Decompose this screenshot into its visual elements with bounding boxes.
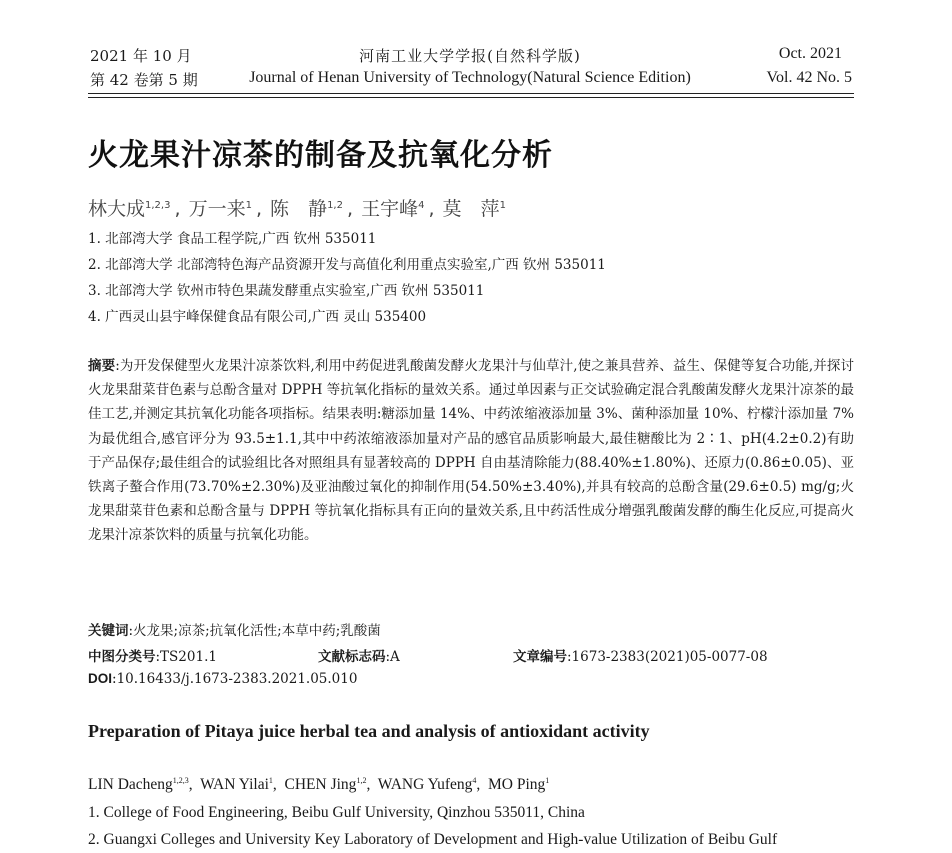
affiliation-item: 1. 北部湾大学 食品工程学院,广西 钦州 535011 (88, 231, 377, 247)
abstract-cn (88, 354, 854, 548)
author-affil-sup: 1 (499, 199, 506, 211)
page-title: 火龙果汁凉茶的制备及抗氧化分析 (88, 138, 553, 173)
affiliation-list-cn (88, 226, 606, 330)
title-en: Preparation of Pitaya juice herbal tea and analysis of antioxidant activity (88, 721, 650, 741)
author-name: CHEN Jing (284, 776, 357, 794)
affiliation-item: 3. 北部湾大学 钦州市特色果蔬发酵重点实验室,广西 钦州 535011 (88, 283, 485, 299)
author-affil-sup: 4 (418, 199, 425, 211)
author-affil-sup: 1,2,3 (172, 776, 189, 785)
author-affil-sup: 4 (472, 776, 477, 785)
author-name: WAN Yilai (200, 776, 269, 794)
author-name: 陈 静 (270, 198, 328, 220)
clc-label: 中图分类号 (88, 649, 156, 665)
article-number-label: 文章编号 (513, 649, 567, 665)
header-volume-en: Vol. 42 No. 5 (766, 69, 852, 86)
doi-value[interactable]: :10.16433/j.1673-2383.2021.05.010 (112, 671, 358, 687)
author-name: WANG Yufeng (377, 776, 473, 794)
header-rule-thin (88, 97, 854, 98)
header-journal-en: Journal of Henan University of Technology(Natural Science Edition) (249, 69, 691, 86)
keywords-label: 关键词 (88, 623, 129, 639)
author-affil-sup: 1,2 (327, 199, 343, 211)
author-list-en: LIN Dacheng$^{1,2,3}$, WAN Yilai$^1$, CHEN Jing$^{1,2}$, WANG Yufeng$^4$, MO Ping$^1$ (88, 776, 550, 794)
keywords-cn (88, 619, 381, 639)
affiliation-item: 4. 广西灵山县宇峰保健食品有限公司,广西 灵山 535400 (88, 309, 427, 325)
header-journal-cn: 河南工业大学学报(自然科学版) (359, 47, 581, 65)
header-date-cn: 2021 年 10 月 (90, 47, 192, 65)
abstract-text: :为开发保健型火龙果汁凉茶饮料,利用中药促进乳酸菌发酵火龙果汁与仙草汁,使之兼具营养、益生、保健等复合功能,并探讨火龙果甜菜苷色素与总酚含量对 DPPH 等抗氧化指标的量效关系。通过单因素与正交试验确定混合乳酸菌发酵火龙果汁凉茶的最佳工艺,并测定其抗氧化功能各项指标。结果表明:糖添加量 14%、中药浓缩液添加量 3%、菌种添加量 10%、柠檬汁添加量 7%为最优组合,感官评分为 93.5±1.1,其中中药浓缩液添加量对产品的感官品质影响最大,最佳糖酸比为 2∶1、pH(4.2±0.2)有助于产品保存;最佳组合的试验组比各对照组具有显著较高的 DPPH 自由基清除能力(88.40%±1.80%)、还原力(0.86±0.05)、亚铁离子螯合作用(73.70%±2.30%)及亚油酸过氧化的抑制作用(54.50%±3.40%),并具有较高的总酚含量(29.6±0.5) mg/g;火龙果甜菜苷色素和总酚含量与 DPPH 等抗氧化指标具有正向的量效关系,且中药活性成分增强乳酸菌发酵的酶生化反应,可提高火龙果汁凉茶饮料的质量与抗氧化功能。 (88, 358, 855, 544)
document-code-value: :A (385, 649, 400, 665)
author-name: 王宇峰 (361, 198, 419, 220)
author-affil-sup: 1,2 (356, 776, 367, 785)
header-date-en: Oct. 2021 (778, 45, 842, 62)
author-name: LIN Dacheng (88, 776, 173, 794)
header-rule-thick (88, 93, 854, 94)
article-number (513, 645, 768, 665)
clc-number (88, 645, 217, 665)
author-list-cn: 林大成$^{1,2,3}$ , 万一来$^1$ , 陈 静$^{1,2}$ , 王宇峰$^4$ , 莫 萍$^1$ (88, 198, 506, 220)
author-name: MO Ping (487, 776, 546, 794)
article-number-value: :1673-2383(2021)05-0077-08 (567, 649, 768, 665)
author-affil-sup: 1,2,3 (145, 199, 171, 211)
affiliation-item: 2. 北部湾大学 北部湾特色海产品资源开发与高值化利用重点实验室,广西 钦州 535011 (88, 257, 606, 273)
affiliation-item-en: 2. Guangxi Colleges and University Key Laboratory of Development and High-value Utilization of Beibu Gulf (88, 831, 778, 848)
document-code (318, 645, 400, 665)
affiliation-item-en: 1. College of Food Engineering, Beibu Gulf University, Qinzhou 535011, China (88, 804, 585, 821)
author-name: 莫 萍 (442, 198, 500, 220)
abstract-label: 摘要 (88, 358, 116, 374)
doi-label: DOI (88, 671, 113, 686)
author-affil-sup: 1 (268, 776, 273, 785)
author-affil-sup: 1 (245, 199, 252, 211)
author-name: 林大成 (88, 198, 146, 220)
keywords-text: :火龙果;凉茶;抗氧化活性;本草中药;乳酸菌 (128, 623, 381, 639)
document-code-label: 文献标志码 (318, 649, 386, 665)
author-name: 万一来 (188, 198, 246, 220)
doi-line (88, 671, 357, 687)
header-volume-cn: 第 42 卷第 5 期 (90, 71, 198, 89)
clc-value: :TS201.1 (155, 649, 217, 665)
author-affil-sup: 1 (545, 776, 550, 785)
